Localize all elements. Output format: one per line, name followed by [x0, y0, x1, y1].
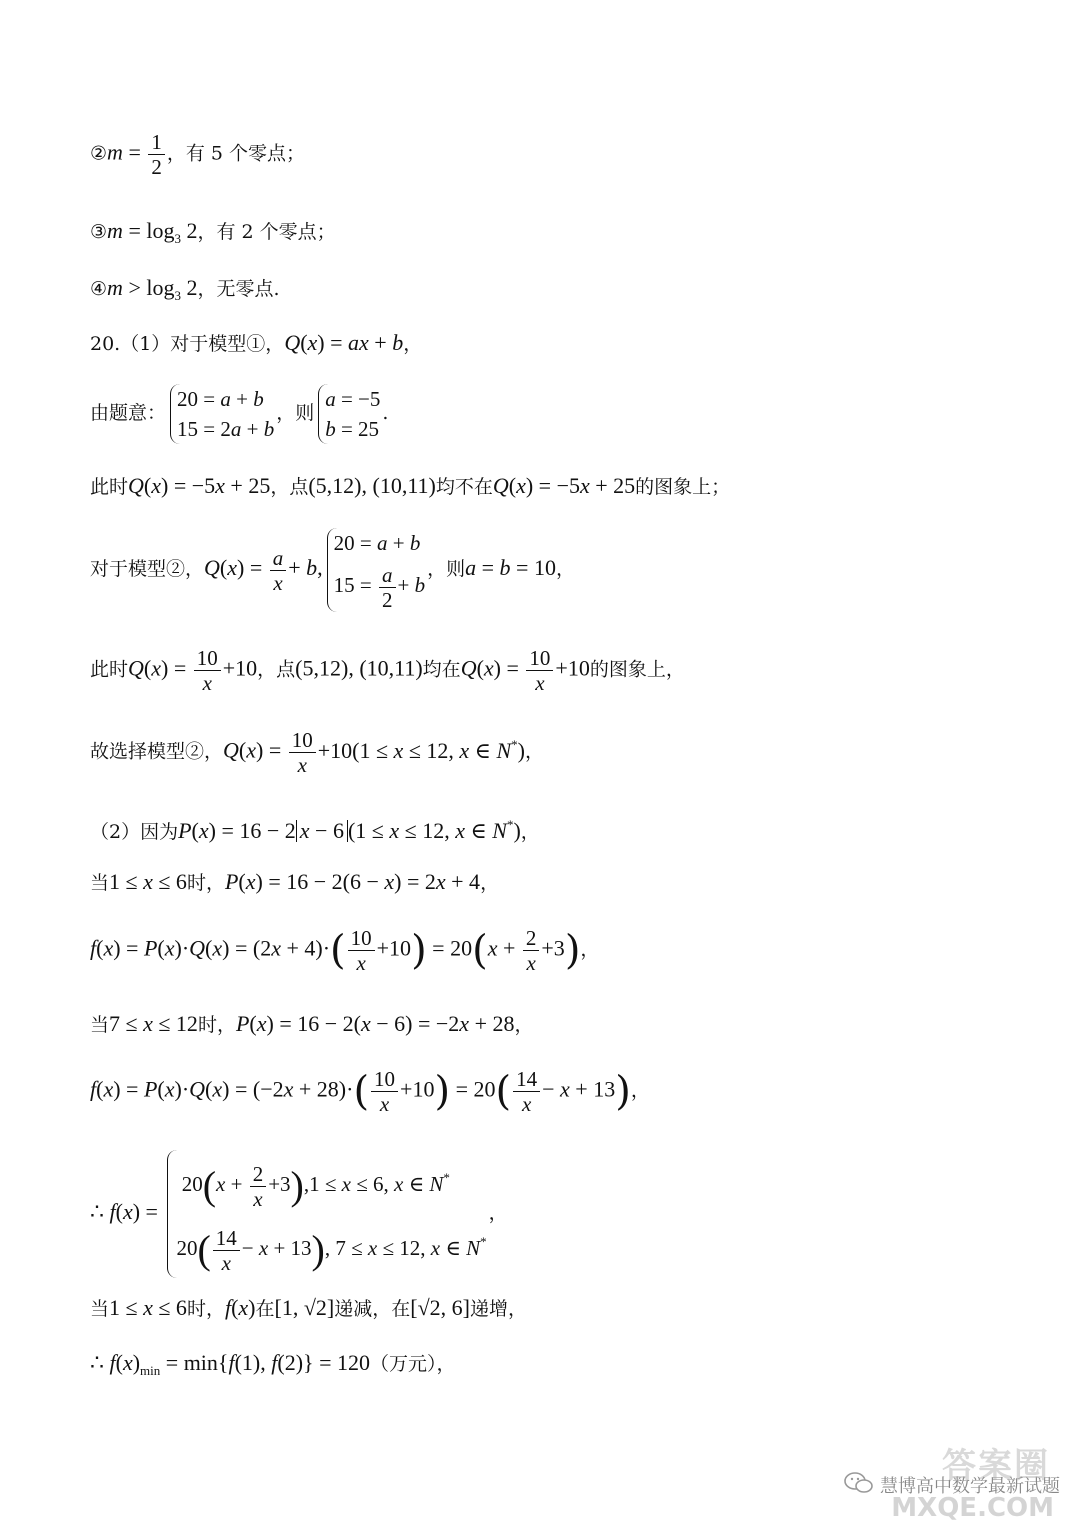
line-part-2: （2）因为P(x) = 16 − 2 x − 6 (1 ≤ x ≤ 12, x ∈ N*)，	[90, 817, 540, 843]
line-text: 均不在	[435, 476, 493, 498]
line-text: 当	[90, 1298, 110, 1320]
line-text: ，则	[427, 558, 466, 580]
line-text: （万元），	[370, 1353, 456, 1375]
line-f-piecewise: ∴ f(x) = 20(x + $\frac{2}{x}$ +3),1 ≤ x ≤ 6, x ∈ N* 20( $\frac{14}{x}$ − x + 13), 7 ≤ x ≤ 12, x ∈ N* ，	[90, 1150, 508, 1278]
line-model-2: 对于模型②，Q(x) = $\frac{a}{x}$ + b, 20 = a + b 15 = $\frac{a}{2}$ + b ，则a = b = 10，	[90, 528, 575, 612]
line-model-1-check: 此时Q(x) = −5x + 25，点(5,12), (10,11)均不在Q(x) = −5x + 25的图象上；	[90, 473, 731, 498]
line-text: 均在	[422, 658, 461, 681]
line-text: 的图象上；	[635, 476, 731, 498]
line-text: ，无零点.	[197, 278, 280, 300]
line-text: 的图象上，	[589, 658, 685, 681]
line-text: 此时	[90, 658, 129, 681]
line-text: 故选择模型②，	[90, 740, 224, 763]
line-case-4: ④m > $\log_3 2$，无零点.	[90, 275, 280, 303]
line-model-2-check: 此时Q(x) = $\frac{10}{x}$ +10，点(5,12), (10,11)均在Q(x) = $\frac{10}{x}$ +10的图象上，	[90, 646, 685, 695]
line-minimum: ∴ $f(x)_{min} = \min\{f(1)$, f(2)} = 120（万元），	[90, 1350, 456, 1378]
line-text: （2）因为	[90, 821, 179, 843]
line-text: 递减，在	[334, 1298, 411, 1320]
line-text: ，有 2 个零点；	[197, 221, 336, 243]
line-text: ，点	[270, 476, 309, 498]
line-f-case-2: f(x) = P(x)·Q(x) = (−2x + 28)·( $\frac{10}{x}$ +10) = 20( $\frac{14}{x}$ − x + 13)，	[90, 1067, 650, 1116]
line-problem-20: 20.（1）对于模型①，Q(x) = ax + b，	[90, 330, 423, 355]
fraction: $\frac{1}{2}$	[148, 130, 165, 179]
line-text: ，则	[276, 402, 315, 424]
line-text: 时，	[197, 1014, 236, 1036]
wechat-icon	[844, 1471, 874, 1499]
line-case-3: ③m = $\log_3 2$，有 2 个零点；	[90, 218, 336, 246]
line-case-7-12: 当7 ≤ x ≤ 12时，P(x) = 16 − 2(x − 6) = −2x + 28，	[90, 1011, 534, 1036]
line-choose-model: 故选择模型②，Q(x) = $\frac{10}{x}$ +10(1 ≤ x ≤ 12, x ∈ N*)，	[90, 728, 544, 777]
line-text: 由题意：	[90, 402, 167, 424]
line-text: ，有 5 个零点；	[166, 142, 306, 165]
line-text: 此时	[90, 476, 129, 498]
watermark-text: 慧博高中数学最新试题	[880, 1476, 1060, 1497]
line-f-case-1: f(x) = P(x)·Q(x) = (2x + 4)·( $\frac{10}{x}$ +10) = 20(x + $\frac{2}{x}$ +3)，	[90, 926, 600, 975]
line-text: 递增，	[470, 1298, 528, 1320]
line-case-2: ②m = $\frac{1}{2}$ ，有 5 个零点；	[90, 130, 306, 179]
line-monotonic: 当1 ≤ x ≤ 6时，f(x)在[1, √2]递减，在[√2, 6]递增，	[90, 1295, 528, 1320]
system-brace: 20 = a + b 15 = $\frac{a}{2}$ + b	[327, 528, 425, 612]
line-case-1-6: 当1 ≤ x ≤ 6时，P(x) = 16 − 2(6 − x) = 2x + 4，	[90, 869, 500, 894]
circled-number: ③	[90, 221, 108, 243]
system-brace: a = −5 b = 25	[318, 384, 380, 444]
circled-number: ④	[90, 278, 108, 300]
line-text: 当	[90, 872, 110, 894]
system-brace: 20 = a + b 15 = 2a + b	[170, 384, 274, 444]
piecewise-brace: 20(x + $\frac{2}{x}$ +3),1 ≤ x ≤ 6, x ∈ N* 20( $\frac{14}{x}$ − x + 13), 7 ≤ x ≤ 12, x ∈ N*	[167, 1150, 486, 1278]
line-text: ，点	[257, 658, 296, 681]
circled-number: ②	[90, 142, 108, 165]
watermark-logo: 答案圈	[942, 1446, 1050, 1486]
line-text: 时，	[186, 872, 225, 894]
line-system-1: 由题意： 20 = a + b 15 = 2a + b ，则 a = −5 b = 25 .	[90, 384, 388, 444]
line-text: 20.（1）对于模型①，	[90, 333, 285, 355]
line-text: 当	[90, 1014, 110, 1036]
line-text: 时，	[186, 1298, 225, 1320]
line-text: 对于模型②，	[90, 558, 205, 580]
watermark-site: MXQE.COM	[891, 1493, 1054, 1523]
